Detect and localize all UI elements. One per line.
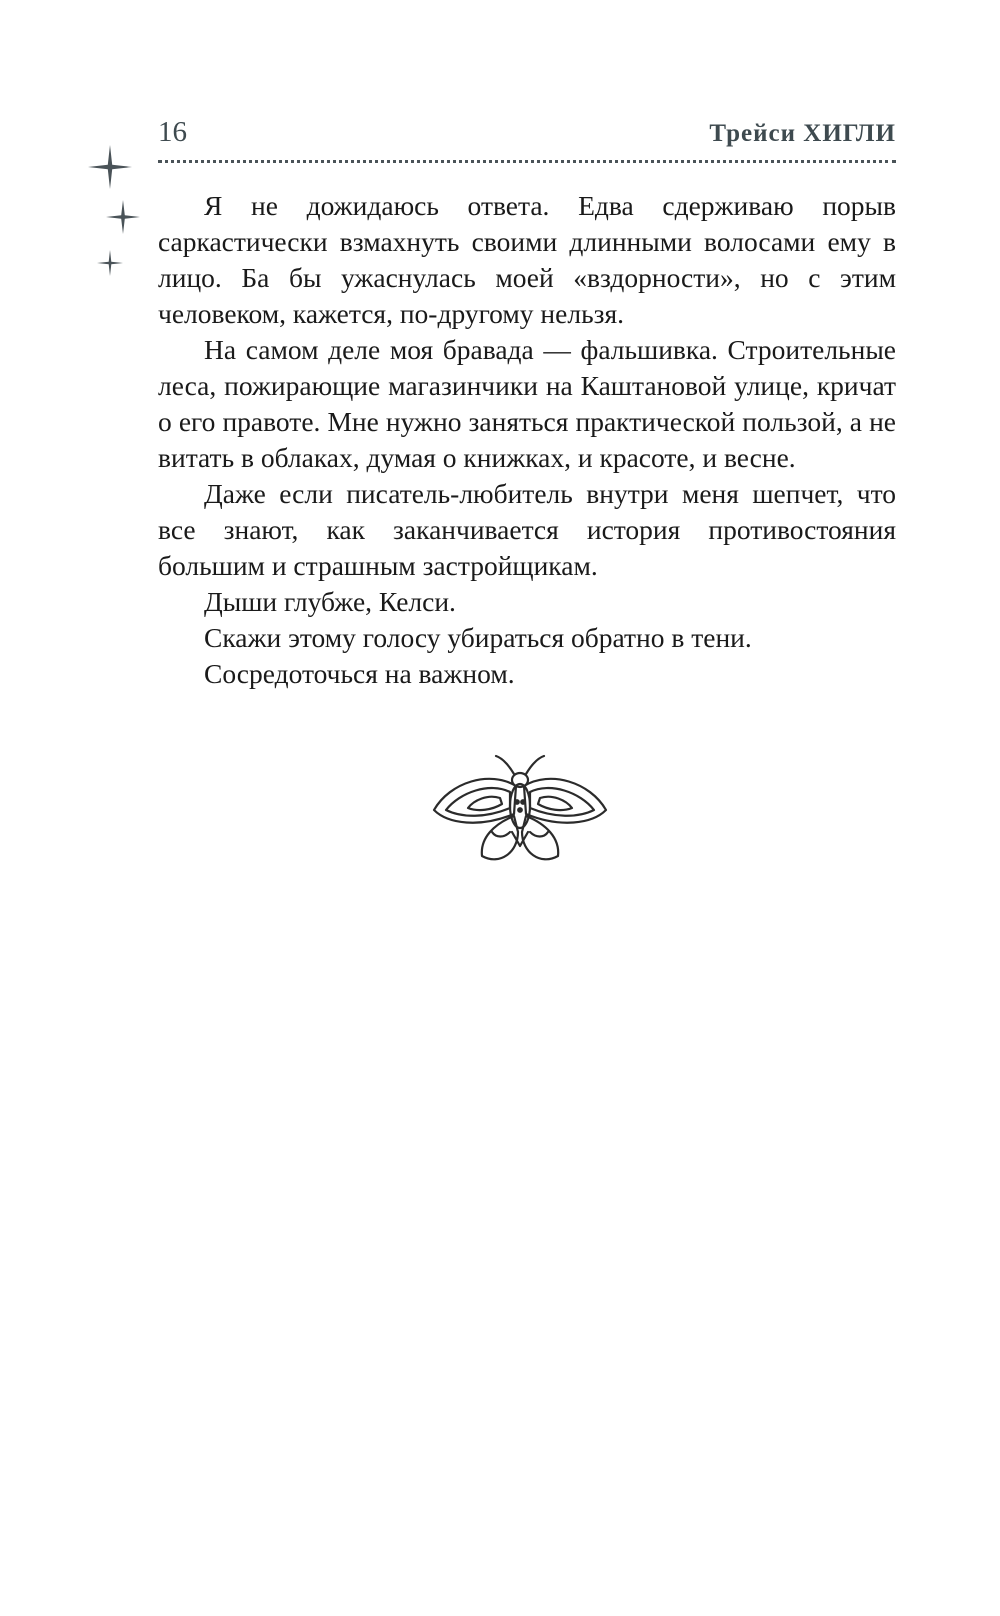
page-header: [158, 112, 896, 152]
paragraph: Я не дожидаюсь ответа. Едва сдерживаю порыв саркастически взмахнуть своими длинными волосами ему в лицо. Ба бы ужаснулась моей «вздорности», но с этим человеком, кажется, по-другому нельзя.: [158, 190, 896, 329]
sparkles-decoration: [88, 145, 148, 295]
sparkle-icon: [88, 145, 132, 189]
running-head-author: Трейси ХИГЛИ: [709, 120, 896, 147]
paragraph: Скажи этому голосу убираться обратно в тени.: [204, 622, 752, 653]
paragraph: На самом деле моя бравада — фальшивка. Строительные леса, пожирающие магазинчики на Каштановой улице, кричат о его правоте. Мне нужно заняться практической пользой, а не витать в облаках, думая о книжках, и красоте, и весне.: [158, 334, 896, 473]
paragraph: Дыши глубже, Келси.: [204, 586, 456, 617]
moth-icon: [430, 752, 610, 867]
paragraph: Даже если писатель-любитель внутри меня шепчет, что все знают, как заканчивается история противостояния большим и страшным застройщикам.: [158, 478, 896, 581]
paragraph: Сосредоточься на важном.: [204, 658, 515, 689]
page-number: 16: [158, 116, 187, 148]
header-dotted-rule: [158, 160, 896, 163]
sparkle-icon: [106, 200, 140, 234]
body-text: [158, 188, 896, 692]
sparkle-icon: [97, 250, 123, 276]
